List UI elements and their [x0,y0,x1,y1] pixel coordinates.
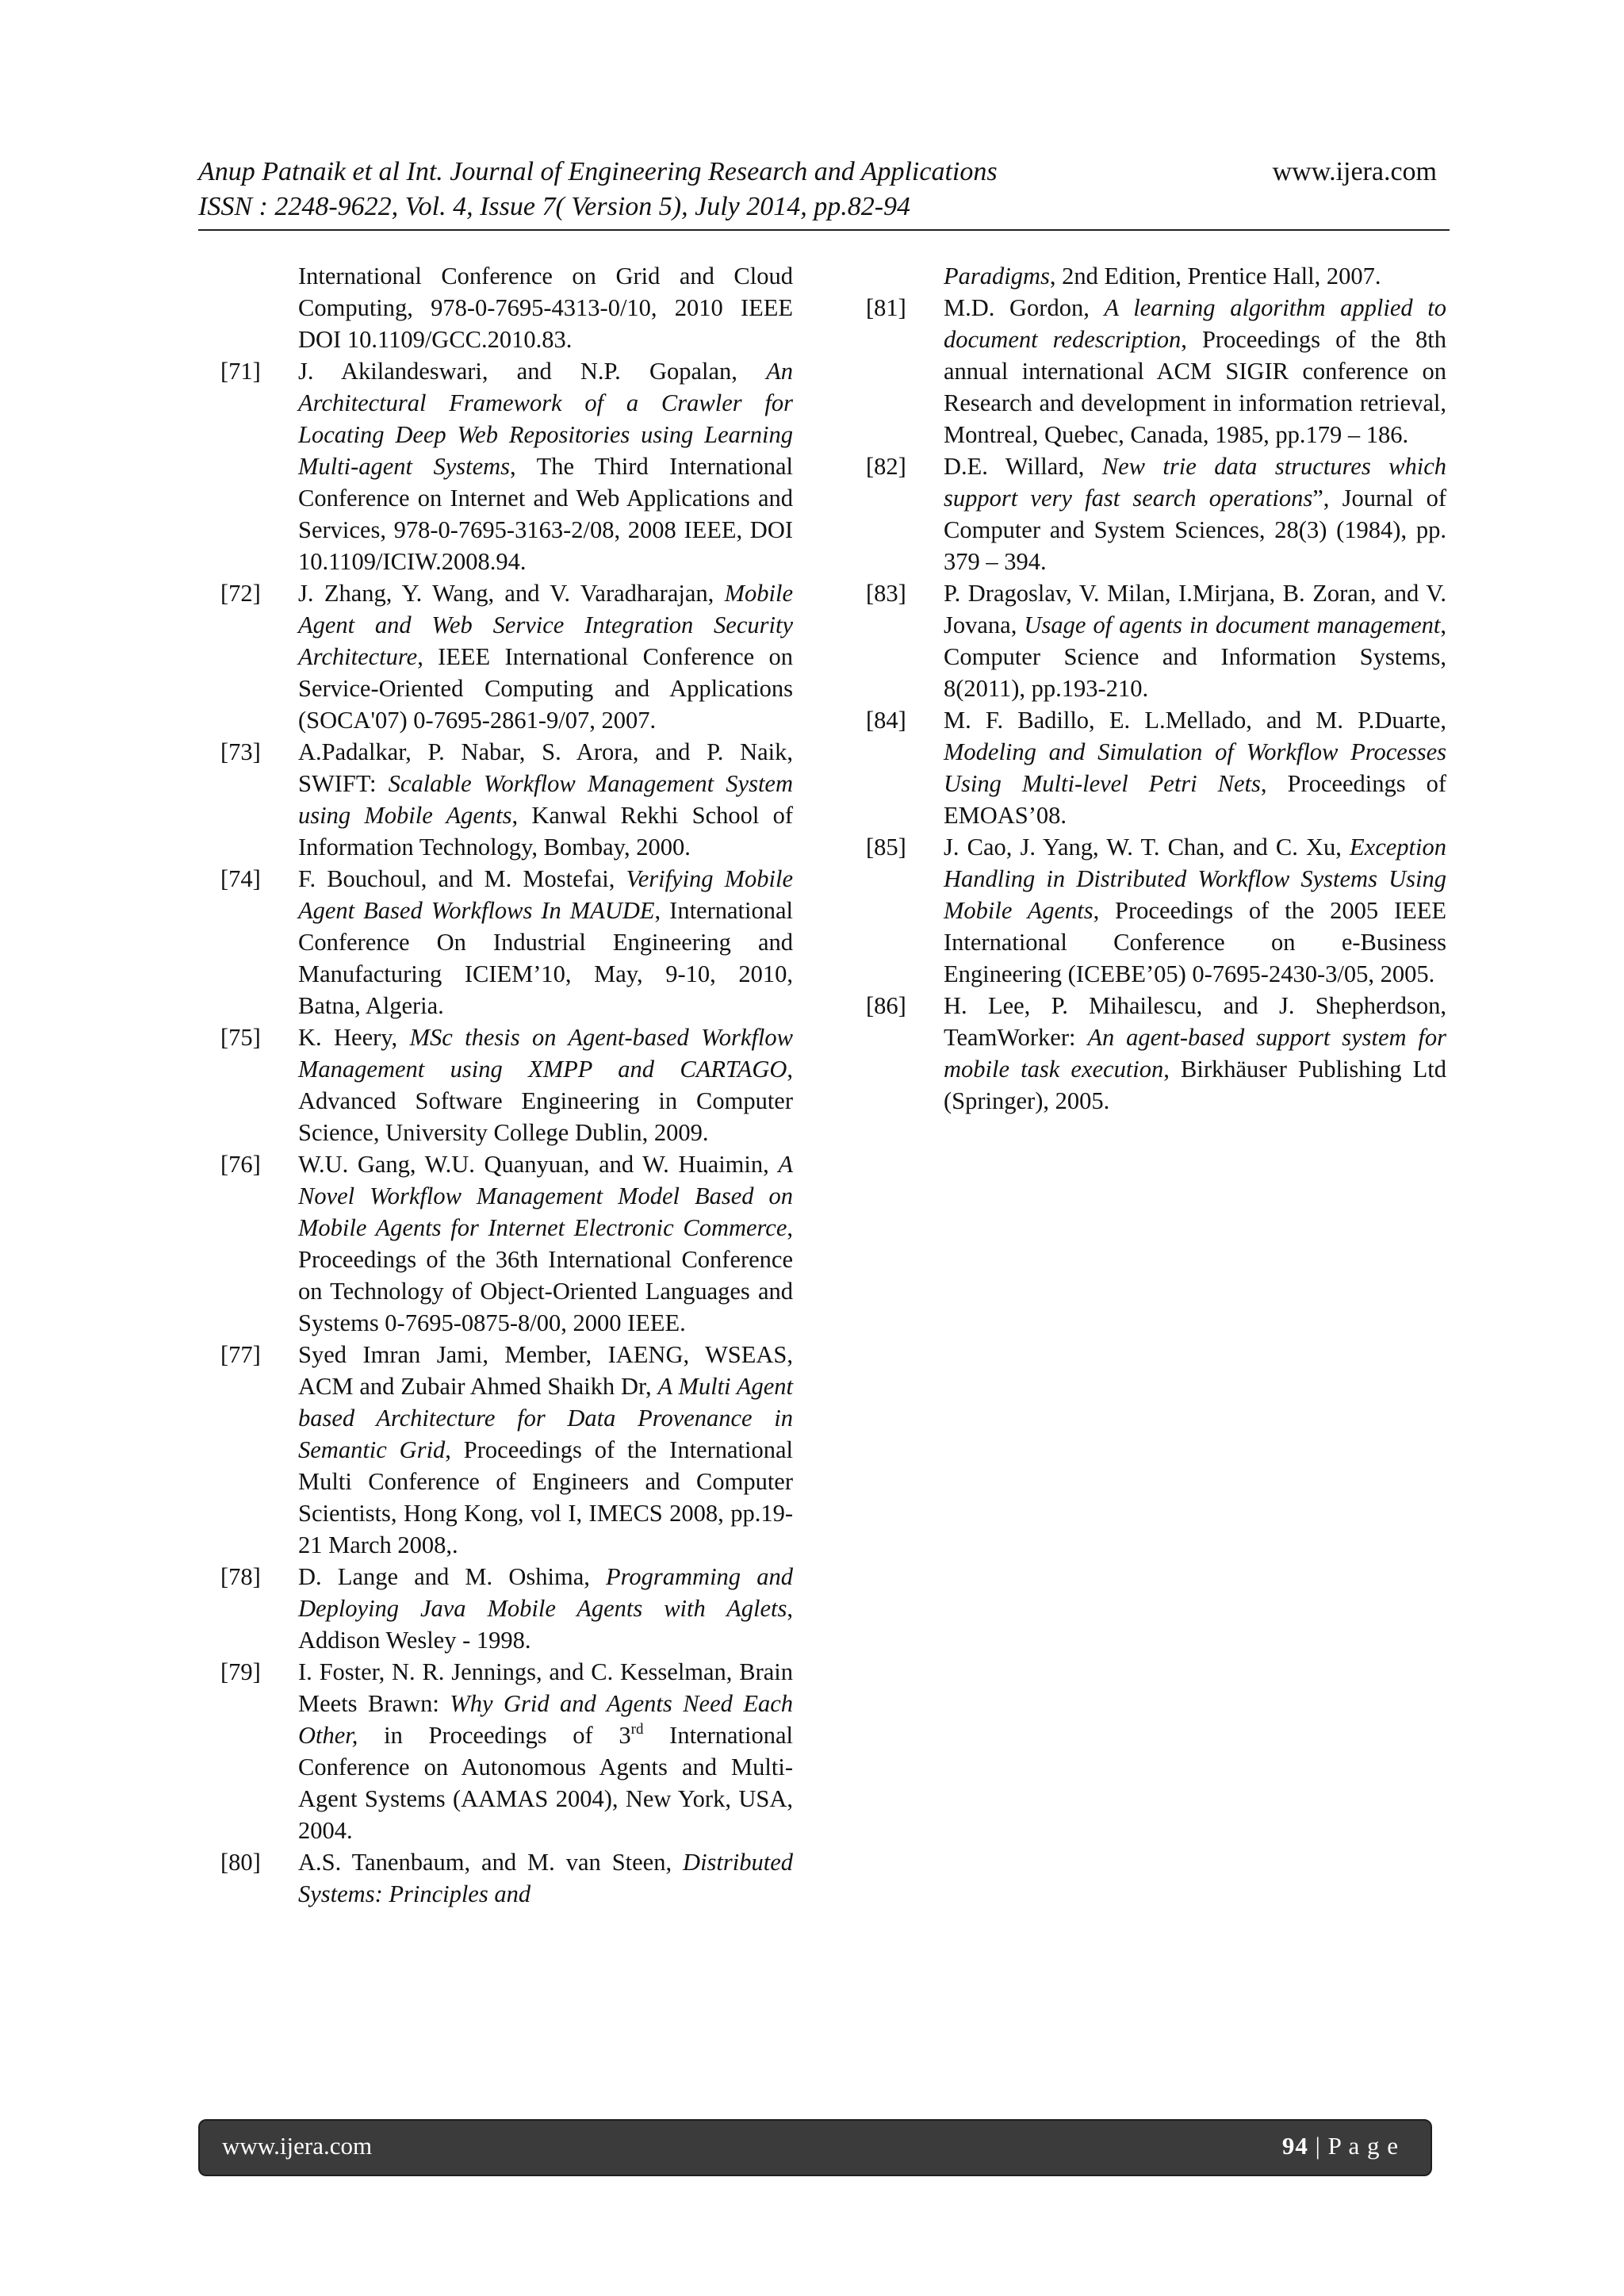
reference-source: , Computer Science and Information Systems, 8(2011), pp.193-210. [944,611,1446,702]
reference-title: MSc thesis on Agent-based Workflow Management using XMPP and CARTAGO [298,1024,793,1083]
reference-source: , Birkhäuser Publishing Ltd (Springer), 2005. [944,1056,1446,1114]
reference-74 [220,863,793,1022]
footer-website-link[interactable]: www.ijera.com [222,2132,373,2160]
reference-authors: J. Zhang, Y. Wang, and V. Varadharajan, [298,580,725,607]
reference-continuation: International Conference on Grid and Cloud Computing, 978-0-7695-4313-0/10, 2010 IEEE DOI 10.1109/GCC.2010.83. [298,263,793,353]
references-right-column [866,260,1446,1117]
reference-number: [75] [220,1024,261,1051]
reference-77 [220,1339,793,1561]
reference-number: [83] [866,580,906,607]
reference-authors: D.E. Willard, [944,453,1102,480]
reference-authors: A.S. Tanenbaum, and M. van Steen, [298,1849,684,1876]
reference-85 [866,831,1446,990]
header-website-link[interactable]: www.ijera.com [1272,157,1437,186]
reference-number: [78] [220,1563,261,1590]
reference-number: [80] [220,1849,261,1876]
reference-source: , Kanwal Rekhi School of Information Technology, Bombay, 2000. [298,802,793,861]
reference-title: Paradigms [944,263,1050,289]
reference-82 [866,450,1446,577]
reference-authors: H. Lee, P. Mihailescu, and J. Shepherdson, TeamWorker: [944,992,1446,1051]
reference-title: Modeling and Simulation of Workflow Processes Using Multi-level Petri Nets [944,738,1446,797]
reference-84 [866,704,1446,831]
reference-source: , Proceedings of the 2005 IEEE International Conference on e-Business Engineering (ICEBE’05) 0-7695-2430-3/05, 2005. [944,897,1446,987]
reference-authors: D. Lange and M. Oshima, [298,1563,607,1590]
reference-source: , The Third International Conference on Internet and Web Applications and Services, 978-0-7695-3163-2/08, 2008 IEEE, DOI 10.1109/ICIW.2008.94. [298,453,793,575]
reference-number: [85] [866,834,906,861]
header-rule [198,229,1450,231]
reference-title: Usage of agents in document management [1024,611,1441,638]
reference-source: , Proceedings of the International Multi Conference of Engineers and Computer Scientists, Hong Kong, vol I, IMECS 2008, pp.19-21 March 2008,. [298,1436,793,1558]
reference-86 [866,990,1446,1117]
reference-authors: M. F. Badillo, E. L.Mellado, and M. P.Duarte, [944,707,1446,734]
reference-number: [79] [220,1658,261,1685]
reference-title: Mobile Agent and Web Service Integration Security Architecture [298,580,793,670]
reference-source-rest: International Conference on Autonomous Agents and Multi-Agent Systems (AAMAS 2004), New York, USA, 2004. [298,1722,793,1844]
reference-authors: Syed Imran Jami, Member, IAENG, WSEAS, ACM and Zubair Ahmed Shaikh Dr, [298,1341,793,1400]
reference-title: Why Grid and Agents Need Each Other, [298,1690,793,1749]
reference-title: An Architectural Framework of a Crawler for Locating Deep Web Repositories using Learning Multi-agent Systems [298,358,793,480]
reference-source: , Proceedings of the 8th annual international ACM SIGIR conference on Research and development in information retrieval, Montreal, Quebec, Canada, 1985, pp.179 – 186. [944,326,1446,448]
reference-source: , 2nd Edition, Prentice Hall, 2007. [1049,263,1381,289]
reference-continuation [866,260,1446,292]
reference-83 [866,577,1446,704]
reference-80 [220,1846,793,1910]
reference-authors: J. Cao, J. Yang, W. T. Chan, and C. Xu, [944,834,1350,861]
reference-number: [86] [866,992,906,1019]
issn-line: ISSN : 2248-9622, Vol. 4, Issue 7( Version 5), July 2014, pp.82-94 [198,192,911,221]
reference-78 [220,1561,793,1656]
reference-authors: K. Heery, [298,1024,410,1051]
reference-authors: P. Dragoslav, V. Milan, I.Mirjana, B. Zoran, and V. Jovana, [944,580,1446,638]
page-indicator [1282,2132,1399,2160]
page-label: | P a g e [1308,2132,1399,2160]
reference-number: [82] [866,453,906,480]
reference-source: , Advanced Software Engineering in Computer Science, University College Dublin, 2009. [298,1056,793,1146]
reference-number: [73] [220,738,261,765]
references-left-column [220,260,793,1910]
reference-title: A learning algorithm applied to document redescription [944,294,1446,353]
reference-76 [220,1148,793,1339]
reference-79 [220,1656,793,1846]
reference-title: An agent-based support system for mobile task execution [944,1024,1446,1083]
reference-71 [220,355,793,577]
reference-authors: M.D. Gordon, [944,294,1105,321]
reference-source: , International Conference On Industrial Engineering and Manufacturing ICIEM’10, May, 9-10, 2010, Batna, Algeria. [298,897,793,1019]
reference-title: Distributed Systems: Principles and [298,1849,793,1907]
reference-number: [81] [866,294,906,321]
reference-number: [71] [220,358,261,385]
reference-authors: J. Akilandeswari, and N.P. Gopalan, [298,358,767,385]
page-number: 94 [1281,2132,1308,2160]
reference-authors: W.U. Gang, W.U. Quanyuan, and W. Huaimin, [298,1151,779,1178]
reference-authors: F. Bouchoul, and M. Mostefai, [298,865,626,892]
reference-source: , Proceedings of EMOAS’08. [944,770,1447,829]
page-footer [198,2119,1432,2176]
reference-number: [84] [866,707,906,734]
reference-title: Verifying Mobile Agent Based Workflows In MAUDE [298,865,793,924]
reference-title: Scalable Workflow Management System using Mobile Agents [298,770,793,829]
reference-number: [74] [220,865,261,892]
reference-title: New trie data structures which support very fast search operations [944,453,1446,512]
page-header [198,155,1442,229]
reference-number: [72] [220,580,261,607]
reference-source: , Addison Wesley - 1998. [298,1595,793,1654]
reference-authors: A.Padalkar, P. Nabar, S. Arora, and P. Naik, SWIFT: [298,738,793,797]
reference-title: Programming and Deploying Java Mobile Agents with Aglets [298,1563,793,1622]
reference-source: , IEEE International Conference on Service-Oriented Computing and Applications (SOCA'07) 0-7695-2861-9/07, 2007. [298,643,793,734]
reference-75 [220,1022,793,1148]
reference-73 [220,736,793,863]
reference-source: in Proceedings of 3 [358,1722,631,1749]
reference-number: [77] [220,1341,261,1368]
reference-title: Exception Handling in Distributed Workflow Systems Using Mobile Agents [944,834,1446,924]
reference-authors: I. Foster, N. R. Jennings, and C. Kesselman, Brain Meets Brawn: [298,1658,793,1717]
journal-citation-line: Anup Patnaik et al Int. Journal of Engineering Research and Applications [198,157,998,186]
reference-source: , Proceedings of the 36th International Conference on Technology of Object-Oriented Languages and Systems 0-7695-0875-8/00, 2000 IEEE. [298,1214,793,1336]
reference-number: [76] [220,1151,261,1178]
ordinal-superscript: rd [630,1721,644,1738]
reference-72 [220,577,793,736]
reference-source: ”, Journal of Computer and System Sciences, 28(3) (1984), pp. 379 – 394. [944,485,1446,575]
reference-title: A Multi Agent based Architecture for Data Provenance in Semantic Grid [298,1373,793,1463]
reference-81 [866,292,1446,450]
reference-title: A Novel Workflow Management Model Based on Mobile Agents for Internet Electronic Commerce [298,1151,793,1241]
